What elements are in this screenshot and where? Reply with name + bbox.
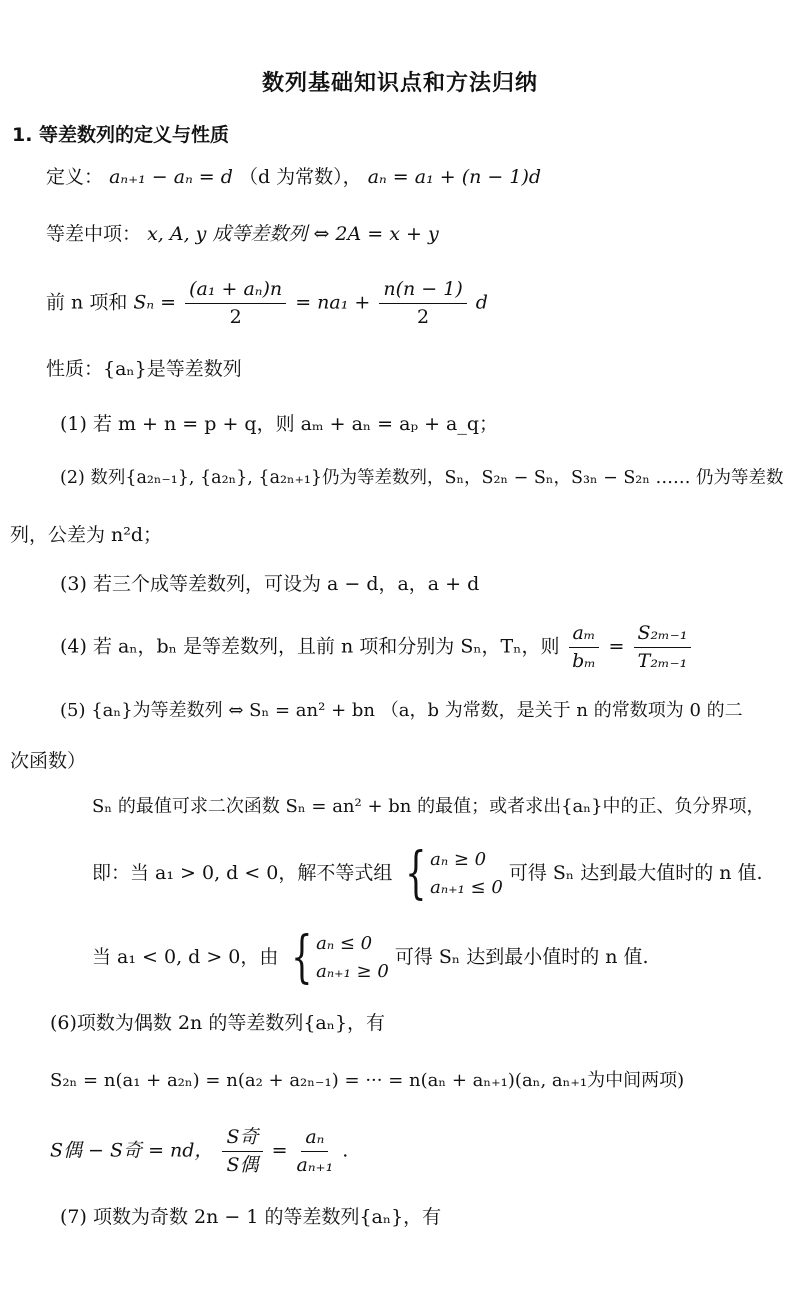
property-6: (6)项数为偶数 2n 的等差数列{aₙ}，有 <box>50 1012 386 1034</box>
property-4-fraction-right <box>634 622 692 673</box>
property-4-fraction-left <box>569 622 600 673</box>
property-5-line-1: (5) {aₙ}为等差数列 ⇔ Sₙ = an² + bn （a，b 为常数，是关于 n 的常数项为 0 的二 <box>60 700 743 721</box>
left-brace-icon: { <box>291 925 313 990</box>
left-brace-icon: { <box>405 841 427 906</box>
max-result-text: 可得 Sₙ 达到最大值时的 n 值. <box>508 862 763 884</box>
property-6-equals: = <box>271 1139 288 1162</box>
even-odd-difference: S偶 − S奇 = nd， <box>50 1139 214 1162</box>
definition-note: （d 为常数）， <box>238 166 362 188</box>
property-4 <box>60 622 694 673</box>
property-4-right-denominator: T₂ₘ₋₁ <box>637 649 688 672</box>
sum-fraction-1-numerator: (a₁ + aₙ)n <box>185 278 286 304</box>
max-condition-text: 即：当 a₁ > 0, d < 0，解不等式组 <box>92 862 393 884</box>
sum-label: 前 n 项和 <box>46 291 128 314</box>
max-inequality-system <box>398 841 503 906</box>
odd-sum-numerator: S奇 <box>222 1126 262 1152</box>
property-3: (3) 若三个成等差数列，可设为 a − d，a，a + d <box>60 573 480 595</box>
term-numerator: aₙ <box>301 1126 328 1152</box>
property-4-left-numerator: aₘ <box>569 622 600 648</box>
property-4-equals: = <box>608 635 625 658</box>
sum-fraction-1-denominator: 2 <box>229 305 242 328</box>
property-2-line-2: 列，公差为 n²d； <box>10 524 163 546</box>
middle-term-formula: x, A, y 成等差数列 ⇔ 2A = x + y <box>147 223 439 245</box>
sum-mid: = na₁ + <box>295 291 371 314</box>
general-term-formula: aₙ = a₁ + (n − 1)d <box>367 166 542 188</box>
middle-term-label: 等差中项： <box>46 223 142 245</box>
sum-fraction-2-numerator: n(n − 1) <box>379 278 466 304</box>
sum-fraction-1 <box>185 278 286 329</box>
property-7: (7) 项数为奇数 2n − 1 的等差数列{aₙ}，有 <box>60 1206 442 1228</box>
section-heading: 1. 等差数列的定义与性质 <box>12 124 230 146</box>
property-5-min-line <box>92 925 649 990</box>
definition-label: 定义： <box>46 166 104 188</box>
middle-term-line <box>46 223 439 246</box>
property-6-fraction-right <box>297 1126 334 1177</box>
min-inequality-row-2: aₙ₊₁ ≥ 0 <box>316 961 389 982</box>
definition-line <box>46 166 541 189</box>
term-denominator: aₙ₊₁ <box>296 1153 334 1176</box>
sum-fraction-2 <box>379 278 466 329</box>
property-5-line-3: Sₙ 的最值可求二次函数 Sₙ = an² + bn 的最值；或者求出{aₙ}中的正、负分界项， <box>92 796 765 817</box>
property-5-line-2: 次函数） <box>10 750 87 772</box>
property-4-text: (4) 若 aₙ，bₙ 是等差数列，且前 n 项和分别为 Sₙ，Tₙ，则 <box>60 635 560 658</box>
even-sum-denominator: S偶 <box>226 1153 259 1176</box>
property-intro: 性质：{aₙ}是等差数列 <box>46 358 242 380</box>
definition-formula: aₙ₊₁ − aₙ = d <box>109 166 233 188</box>
property-5-max-line <box>92 841 763 906</box>
min-result-text: 可得 Sₙ 达到最小值时的 n 值. <box>394 946 649 968</box>
max-inequality-row-1: aₙ ≥ 0 <box>430 849 487 871</box>
property-6-period: . <box>342 1139 349 1162</box>
sum-fraction-2-denominator: 2 <box>417 305 430 328</box>
property-2-line-1: (2) 数列{a₂ₙ₋₁}, {a₂ₙ}, {a₂ₙ₊₁}仍为等差数列，Sₙ，S₂ₙ − Sₙ，S₃ₙ − S₂ₙ …… 仍为等差数 <box>60 468 784 488</box>
sum-line <box>46 278 488 329</box>
property-4-right-numerator: S₂ₘ₋₁ <box>634 622 692 648</box>
property-6-fraction-left <box>222 1126 262 1177</box>
min-inequality-system <box>284 925 389 990</box>
sum-lhs: Sₙ = <box>133 291 177 314</box>
max-inequality-row-2: aₙ₊₁ ≤ 0 <box>430 877 503 898</box>
page-title: 数列基础知识点和方法归纳 <box>261 71 538 96</box>
property-6-ratio-line <box>50 1126 348 1177</box>
sum-tail: d <box>475 291 488 314</box>
property-4-left-denominator: bₘ <box>572 649 596 672</box>
min-inequality-row-1: aₙ ≤ 0 <box>316 933 373 955</box>
property-1: (1) 若 m + n = p + q，则 aₘ + aₙ = aₚ + a_q； <box>60 413 499 435</box>
min-condition-text: 当 a₁ < 0, d > 0，由 <box>92 946 279 968</box>
property-6-sum-formula: S₂ₙ = n(a₁ + a₂ₙ) = n(a₂ + a₂ₙ₋₁) = ··· = n(aₙ + aₙ₊₁)(aₙ, aₙ₊₁为中间两项) <box>50 1070 685 1091</box>
